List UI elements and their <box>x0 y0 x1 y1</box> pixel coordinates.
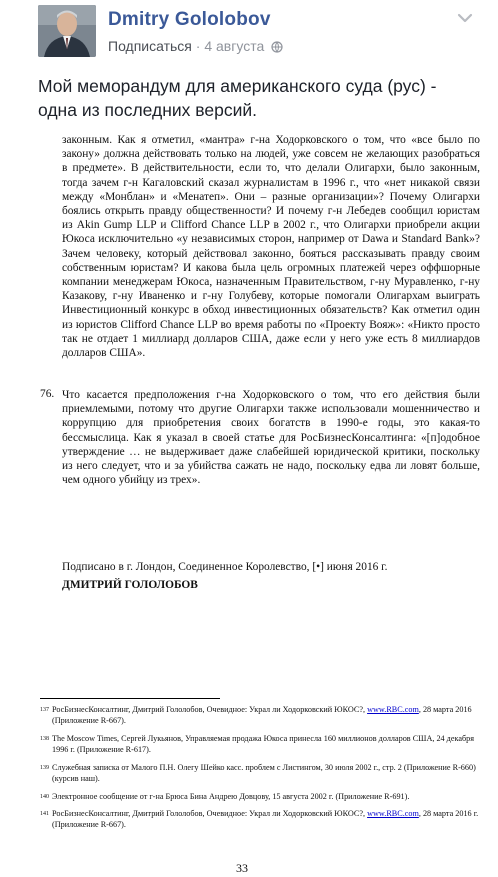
signature-line: Подписано в г. Лондон, Соединенное Королевство, [•] июня 2016 г. <box>62 561 388 573</box>
meta-separator: · <box>195 38 201 54</box>
footnote-divider <box>40 698 220 699</box>
document-image[interactable] <box>0 128 498 877</box>
footnote-link[interactable]: www.RBC.com <box>367 809 419 818</box>
footnote-text <box>52 705 480 726</box>
post-date[interactable]: 4 августа <box>204 38 265 54</box>
post-header <box>0 0 498 70</box>
footnote-text: Электронное сообщение от г-на Брюса Бина Андрею Довцову, 15 августа 2002 г. (Приложение R-691). <box>52 792 410 801</box>
footnote <box>40 792 480 806</box>
footnote-text <box>52 809 480 830</box>
footnote-number: 139 <box>40 765 49 771</box>
avatar[interactable] <box>38 5 96 57</box>
signer-name: ДМИТРИЙ ГОЛОЛОБОВ <box>62 579 198 591</box>
chevron-down-icon[interactable] <box>455 8 475 28</box>
footnote <box>40 809 480 835</box>
footnote-number: 140 <box>40 794 49 800</box>
paragraph-75-continued: законным. Как я отметил, «мантра» г-на Ходорковского о том, что «все было по закону» должна действовать только на людей, уже совсем не желающих разобраться в предмете». В действительности, если то, что делали Олигархи, было законным, тогда зачем г-н Кагаловский сказал журналистам в 1996 г., что «нет никакой связи между «Монблан» и «Менатеп». Они – разные организации»? Почему Олигархи боялись открыть правду общественности? И почему г-н Лебедев сообщил юристам из Akin Gump LLP и Clifford Chance LLP в 2002 г., что Олигархи приобрели акции Юкоса исключительно «у независимых сторон, например от Dawa и Standard Bank»? Зачем человеку, который действовал законно, бояться рассказывать правду своим собственным юристам? И какова была цель огромных платежей через оффшорные компании менеджерам Юкоса, назначенным Правительством, г-ну Муравленко, г-ну Казакову, г-ну Иваненко и г-ну Голубеву, которые помогали Олигархам выиграть Инвестиционный конкурс в обход инвестиционных обязательств? Как отметил один из юристов Clifford Chance LLP во время работы по «Проекту Вояж»: «Никто просто так не отдает 1 миллиард долларов США, даже если у него уже есть 8 миллиардов долларов США». <box>62 134 480 360</box>
footnote-number: 141 <box>40 811 49 817</box>
follow-button[interactable]: Подписаться <box>108 38 192 54</box>
footnote-text: Служебная записка от Малого П.Н. Олегу Шейко касс. проблем с Листингом, 30 июля 2002 г., стр. 2 (Приложение R-660) (курсив наш). <box>52 763 476 783</box>
footnote <box>40 705 480 731</box>
footnote <box>40 763 480 789</box>
post-meta <box>108 38 283 56</box>
page-number: 33 <box>236 861 248 875</box>
footnote-link[interactable]: www.RBC.com <box>367 705 419 714</box>
footnote-text: The Moscow Times, Сергей Лукьянов, Управляемая продажа Юкоса принесла 160 миллионов долларов США, 24 декабря 1996 г. (Приложение R-617). <box>52 734 474 754</box>
footnote-number: 137 <box>40 707 49 713</box>
footnote-tail: , 28 марта 2016 г. (Приложение R-667). <box>52 809 479 829</box>
footnote-number: 138 <box>40 736 49 742</box>
paragraph-number: 76. <box>40 388 55 400</box>
footnote <box>40 734 480 760</box>
paragraph-76: Что касается предположения г-на Ходорковского о том, что его действия были приемлемыми, потому что другие Олигархи также использовали мошенничество и коррупцию для приобретения своих богатств в 1990-е годы, это какая-то бессмыслица. Как я указал в своей статье для РосБизнесКонсалтинга: «[п]одобное утверждение … не выдерживает даже слабейшей юридической критики, поскольку из него следует, что и за убийства сажать не надо, поскольку едва ли ловят больше, чем одного убийцу из трех». <box>62 389 480 487</box>
profile-photo <box>38 5 96 57</box>
author-name[interactable]: Dmitry Gololobov <box>108 9 271 30</box>
footnote-tail: , 28 марта 2016 (Приложение R-667). <box>52 705 472 725</box>
post-text: Мой меморандум для американского суда (рус) - одна из последних версий. <box>38 76 437 120</box>
footnote-body: РосБизнесКонсалтинг, Дмитрий Гололобов, Очевидное: Украл ли Ходорковский ЮКОС?, <box>52 809 368 818</box>
footnote-body: РосБизнесКонсалтинг, Дмитрий Гололобов, Очевидное: Украл ли Ходорковский ЮКОС?, <box>52 705 368 714</box>
globe-icon <box>271 40 283 56</box>
